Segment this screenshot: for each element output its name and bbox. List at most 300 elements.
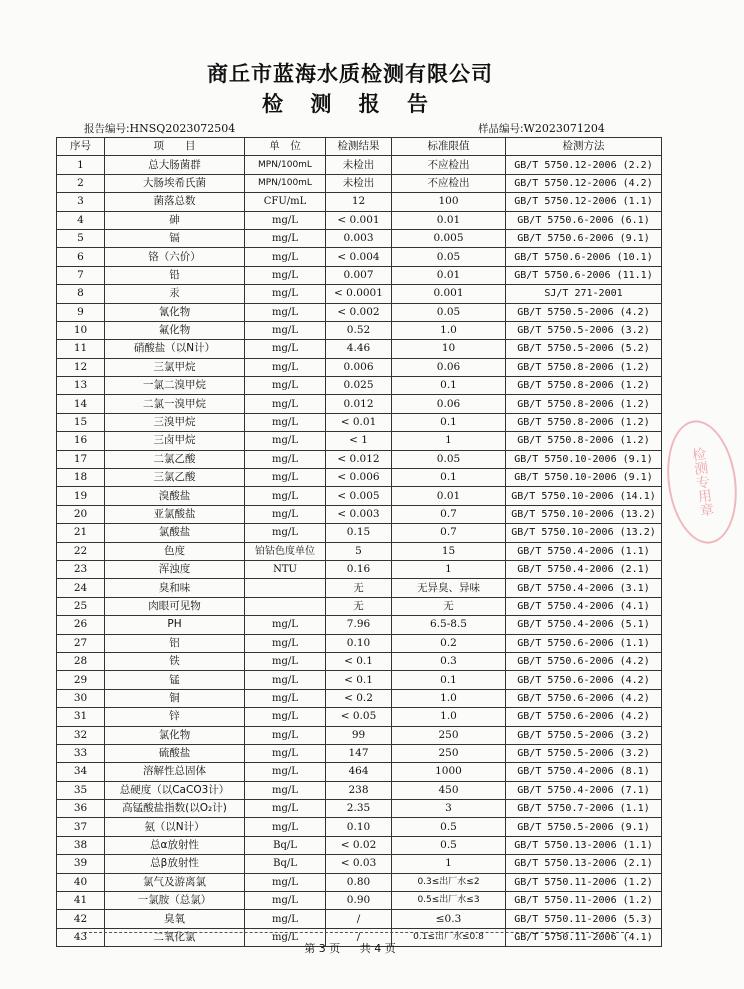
- cell-item: 总大肠菌群: [105, 156, 245, 174]
- cell-method: GB/T 5750.12-2006 (1.1): [506, 193, 662, 211]
- footer-divider: [84, 932, 629, 933]
- cell-unit: mg/L: [245, 266, 326, 284]
- cell-method: GB/T 5750.4-2006 (3.1): [506, 579, 662, 597]
- cell-index: 36: [57, 800, 105, 818]
- table-row: [57, 432, 662, 450]
- cell-item: 浑浊度: [105, 560, 245, 578]
- cell-result: 7.96: [326, 616, 392, 634]
- cell-index: 38: [57, 836, 105, 854]
- cell-item: 铁: [105, 652, 245, 670]
- cell-unit: mg/L: [245, 726, 326, 744]
- table-row: [57, 726, 662, 744]
- table-row: [57, 469, 662, 487]
- cell-result: 无: [326, 579, 392, 597]
- official-seal: [660, 416, 744, 548]
- cell-limit: 0.1: [392, 671, 506, 689]
- cell-limit: 0.01: [392, 266, 506, 284]
- table-row: [57, 248, 662, 266]
- table-body: [57, 156, 662, 947]
- cell-result: 5: [326, 542, 392, 560]
- cell-method: GB/T 5750.6-2006 (10.1): [506, 248, 662, 266]
- table-row: [57, 892, 662, 910]
- org-title: 商丘市蓝海水质检测有限公司: [207, 62, 493, 86]
- cell-method: GB/T 5750.12-2006 (4.2): [506, 174, 662, 192]
- cell-result: < 0.1: [326, 652, 392, 670]
- cell-limit: 0.5: [392, 818, 506, 836]
- cell-result: 0.10: [326, 818, 392, 836]
- cell-method: GB/T 5750.6-2006 (1.1): [506, 634, 662, 652]
- cell-unit: mg/L: [245, 652, 326, 670]
- cell-result: 238: [326, 781, 392, 799]
- cell-index: 33: [57, 744, 105, 762]
- cell-limit: 0.05: [392, 450, 506, 468]
- cell-method: GB/T 5750.4-2006 (4.1): [506, 597, 662, 615]
- cell-unit: [245, 597, 326, 615]
- cell-result: < 0.1: [326, 671, 392, 689]
- cell-method: GB/T 5750.4-2006 (5.1): [506, 616, 662, 634]
- cell-method: GB/T 5750.4-2006 (2.1): [506, 560, 662, 578]
- cell-result: 0.80: [326, 873, 392, 891]
- cell-method: GB/T 5750.7-2006 (1.1): [506, 800, 662, 818]
- cell-index: 12: [57, 358, 105, 376]
- cell-unit: mg/L: [245, 285, 326, 303]
- cell-unit: mg/L: [245, 892, 326, 910]
- cell-result: 2.35: [326, 800, 392, 818]
- cell-unit: mg/L: [245, 229, 326, 247]
- cell-method: GB/T 5750.11-2006 (1.2): [506, 873, 662, 891]
- cell-limit: 0.05: [392, 248, 506, 266]
- cell-unit: Bq/L: [245, 855, 326, 873]
- table-row: [57, 524, 662, 542]
- cell-method: GB/T 5750.10-2006 (14.1): [506, 487, 662, 505]
- cell-item: 三氯甲烷: [105, 358, 245, 376]
- cell-index: 19: [57, 487, 105, 505]
- col-header-limit: 标准限值: [392, 138, 506, 156]
- cell-result: 0.007: [326, 266, 392, 284]
- cell-unit: mg/L: [245, 910, 326, 928]
- cell-limit: 6.5-8.5: [392, 616, 506, 634]
- cell-limit: 0.7: [392, 505, 506, 523]
- cell-item: 氟化物: [105, 321, 245, 339]
- cell-unit: mg/L: [245, 616, 326, 634]
- cell-limit: 0.1≤出厂水≤0.8: [392, 928, 506, 946]
- cell-limit: 0.01: [392, 211, 506, 229]
- cell-unit: mg/L: [245, 248, 326, 266]
- cell-result: < 0.004: [326, 248, 392, 266]
- cell-result: 0.025: [326, 377, 392, 395]
- cell-result: < 0.03: [326, 855, 392, 873]
- cell-limit: 0.06: [392, 358, 506, 376]
- cell-method: GB/T 5750.6-2006 (4.2): [506, 671, 662, 689]
- cell-method: GB/T 5750.8-2006 (1.2): [506, 395, 662, 413]
- cell-result: < 0.005: [326, 487, 392, 505]
- cell-method: GB/T 5750.6-2006 (4.2): [506, 689, 662, 707]
- cell-item: 锌: [105, 708, 245, 726]
- cell-index: 21: [57, 524, 105, 542]
- cell-item: 氯酸盐: [105, 524, 245, 542]
- table-row: [57, 413, 662, 431]
- cell-limit: 1: [392, 560, 506, 578]
- cell-unit: mg/L: [245, 469, 326, 487]
- cell-limit: 10: [392, 340, 506, 358]
- cell-result: 0.52: [326, 321, 392, 339]
- table-row: [57, 763, 662, 781]
- cell-unit: mg/L: [245, 928, 326, 946]
- cell-item: 肉眼可见物: [105, 597, 245, 615]
- table-row: [57, 836, 662, 854]
- cell-item: 三卤甲烷: [105, 432, 245, 450]
- cell-unit: mg/L: [245, 708, 326, 726]
- cell-limit: 0.5: [392, 836, 506, 854]
- cell-method: GB/T 5750.5-2006 (4.2): [506, 303, 662, 321]
- cell-index: 43: [57, 928, 105, 946]
- cell-unit: mg/L: [245, 781, 326, 799]
- cell-result: 4.46: [326, 340, 392, 358]
- cell-result: 99: [326, 726, 392, 744]
- cell-index: 18: [57, 469, 105, 487]
- page-total: 共 4 页: [359, 942, 396, 955]
- table-row: [57, 395, 662, 413]
- cell-index: 26: [57, 616, 105, 634]
- cell-method: GB/T 5750.11-2006 (5.3): [506, 910, 662, 928]
- cell-result: /: [326, 928, 392, 946]
- cell-result: 0.10: [326, 634, 392, 652]
- page-current: 第 3 页: [304, 942, 341, 955]
- cell-result: < 0.01: [326, 413, 392, 431]
- cell-item: 硫酸盐: [105, 744, 245, 762]
- table-row: [57, 800, 662, 818]
- table-row: [57, 579, 662, 597]
- cell-unit: mg/L: [245, 340, 326, 358]
- cell-limit: 0.2: [392, 634, 506, 652]
- report-number-value: HNSQ2023072504: [129, 122, 236, 135]
- cell-unit: mg/L: [245, 763, 326, 781]
- cell-method: GB/T 5750.5-2006 (3.2): [506, 726, 662, 744]
- cell-item: 亚氯酸盐: [105, 505, 245, 523]
- cell-item: 氯化物: [105, 726, 245, 744]
- cell-index: 10: [57, 321, 105, 339]
- cell-item: 一氯胺（总氯）: [105, 892, 245, 910]
- cell-result: 0.006: [326, 358, 392, 376]
- cell-limit: 100: [392, 193, 506, 211]
- cell-result: 12: [326, 193, 392, 211]
- cell-method: GB/T 5750.8-2006 (1.2): [506, 377, 662, 395]
- cell-unit: mg/L: [245, 818, 326, 836]
- cell-limit: 250: [392, 744, 506, 762]
- table-row: [57, 174, 662, 192]
- cell-method: GB/T 5750.13-2006 (1.1): [506, 836, 662, 854]
- cell-unit: CFU/mL: [245, 193, 326, 211]
- cell-limit: 0.5≤出厂水≤3: [392, 892, 506, 910]
- cell-index: 34: [57, 763, 105, 781]
- cell-unit: NTU: [245, 560, 326, 578]
- cell-unit: mg/L: [245, 800, 326, 818]
- cell-unit: mg/L: [245, 377, 326, 395]
- cell-item: 大肠埃希氏菌: [105, 174, 245, 192]
- cell-limit: 0.01: [392, 487, 506, 505]
- cell-item: 溶解性总固体: [105, 763, 245, 781]
- cell-index: 13: [57, 377, 105, 395]
- cell-result: < 1: [326, 432, 392, 450]
- cell-index: 30: [57, 689, 105, 707]
- cell-index: 2: [57, 174, 105, 192]
- cell-index: 42: [57, 910, 105, 928]
- cell-method: GB/T 5750.6-2006 (9.1): [506, 229, 662, 247]
- cell-unit: mg/L: [245, 358, 326, 376]
- cell-index: 32: [57, 726, 105, 744]
- cell-limit: 450: [392, 781, 506, 799]
- table-row: [57, 616, 662, 634]
- table-row: [57, 634, 662, 652]
- table-row: [57, 377, 662, 395]
- cell-unit: 铂钴色度单位: [245, 542, 326, 560]
- cell-unit: mg/L: [245, 211, 326, 229]
- cell-result: 未检出: [326, 156, 392, 174]
- cell-limit: 0.005: [392, 229, 506, 247]
- cell-result: /: [326, 910, 392, 928]
- cell-limit: 无异臭、异味: [392, 579, 506, 597]
- cell-index: 8: [57, 285, 105, 303]
- table-header-row: [57, 138, 662, 156]
- cell-method: GB/T 5750.4-2006 (8.1): [506, 763, 662, 781]
- cell-result: < 0.0001: [326, 285, 392, 303]
- cell-unit: mg/L: [245, 873, 326, 891]
- table-row: [57, 855, 662, 873]
- cell-method: GB/T 5750.11-2006 (1.2): [506, 892, 662, 910]
- table-row: [57, 708, 662, 726]
- report-number: [84, 121, 235, 136]
- cell-item: 铅: [105, 266, 245, 284]
- cell-unit: mg/L: [245, 395, 326, 413]
- cell-limit: 1: [392, 432, 506, 450]
- cell-result: < 0.001: [326, 211, 392, 229]
- cell-limit: 0.3≤出厂水≤2: [392, 873, 506, 891]
- cell-result: 147: [326, 744, 392, 762]
- cell-item: 臭氧: [105, 910, 245, 928]
- table-row: [57, 340, 662, 358]
- cell-item: 总β放射性: [105, 855, 245, 873]
- cell-unit: mg/L: [245, 487, 326, 505]
- doc-title: 检 测 报 告: [262, 92, 438, 116]
- cell-limit: 1.0: [392, 321, 506, 339]
- cell-method: GB/T 5750.5-2006 (9.1): [506, 818, 662, 836]
- table-row: [57, 303, 662, 321]
- table-row: [57, 487, 662, 505]
- cell-unit: Bq/L: [245, 836, 326, 854]
- table-row: [57, 689, 662, 707]
- cell-method: GB/T 5750.10-2006 (13.2): [506, 505, 662, 523]
- cell-unit: mg/L: [245, 303, 326, 321]
- table-row: [57, 560, 662, 578]
- cell-limit: 无: [392, 597, 506, 615]
- cell-index: 11: [57, 340, 105, 358]
- cell-result: 0.16: [326, 560, 392, 578]
- cell-method: GB/T 5750.8-2006 (1.2): [506, 358, 662, 376]
- cell-result: < 0.05: [326, 708, 392, 726]
- cell-item: 二氧化氯: [105, 928, 245, 946]
- cell-index: 40: [57, 873, 105, 891]
- cell-limit: 0.06: [392, 395, 506, 413]
- cell-method: GB/T 5750.13-2006 (2.1): [506, 855, 662, 873]
- table-row: [57, 671, 662, 689]
- cell-item: 溴酸盐: [105, 487, 245, 505]
- cell-item: 二氯乙酸: [105, 450, 245, 468]
- cell-index: 20: [57, 505, 105, 523]
- cell-item: 铝: [105, 634, 245, 652]
- cell-item: 一氯二溴甲烷: [105, 377, 245, 395]
- cell-result: 0.90: [326, 892, 392, 910]
- cell-index: 9: [57, 303, 105, 321]
- cell-limit: 1: [392, 855, 506, 873]
- cell-limit: ≤0.3: [392, 910, 506, 928]
- cell-index: 5: [57, 229, 105, 247]
- cell-item: 氰化物: [105, 303, 245, 321]
- cell-method: GB/T 5750.6-2006 (6.1): [506, 211, 662, 229]
- report-number-label: 报告编号:: [84, 123, 130, 135]
- cell-result: 0.012: [326, 395, 392, 413]
- cell-item: 三氯乙酸: [105, 469, 245, 487]
- table-row: [57, 910, 662, 928]
- cell-result: < 0.02: [326, 836, 392, 854]
- col-header-unit: 单 位: [245, 138, 326, 156]
- table-row: [57, 156, 662, 174]
- cell-index: 23: [57, 560, 105, 578]
- cell-limit: 不应检出: [392, 156, 506, 174]
- table-row: [57, 321, 662, 339]
- table-row: [57, 873, 662, 891]
- cell-limit: 3: [392, 800, 506, 818]
- cell-limit: 0.1: [392, 413, 506, 431]
- cell-item: PH: [105, 616, 245, 634]
- cell-result: 0.003: [326, 229, 392, 247]
- cell-unit: mg/L: [245, 744, 326, 762]
- cell-unit: mg/L: [245, 321, 326, 339]
- cell-method: GB/T 5750.4-2006 (1.1): [506, 542, 662, 560]
- cell-item: 菌落总数: [105, 193, 245, 211]
- cell-method: SJ/T 271-2001: [506, 285, 662, 303]
- cell-index: 16: [57, 432, 105, 450]
- table-row: [57, 652, 662, 670]
- table-row: [57, 229, 662, 247]
- cell-index: 28: [57, 652, 105, 670]
- cell-item: 臭和味: [105, 579, 245, 597]
- cell-result: < 0.012: [326, 450, 392, 468]
- cell-item: 镉: [105, 229, 245, 247]
- cell-item: 三溴甲烷: [105, 413, 245, 431]
- cell-index: 24: [57, 579, 105, 597]
- seal-text: 检测专用章: [689, 446, 715, 518]
- cell-unit: MPN/100mL: [245, 174, 326, 192]
- cell-method: GB/T 5750.5-2006 (3.2): [506, 744, 662, 762]
- cell-index: 4: [57, 211, 105, 229]
- cell-method: GB/T 5750.11-2006 (4.1): [506, 928, 662, 946]
- cell-method: GB/T 5750.5-2006 (5.2): [506, 340, 662, 358]
- cell-unit: mg/L: [245, 413, 326, 431]
- cell-index: 25: [57, 597, 105, 615]
- cell-item: 总硬度（以CaCO3计）: [105, 781, 245, 799]
- cell-limit: 不应检出: [392, 174, 506, 192]
- cell-item: 氨（以N计）: [105, 818, 245, 836]
- cell-limit: 0.7: [392, 524, 506, 542]
- results-table: [56, 137, 662, 947]
- cell-limit: 0.001: [392, 285, 506, 303]
- cell-unit: mg/L: [245, 450, 326, 468]
- cell-index: 1: [57, 156, 105, 174]
- cell-item: 铬（六价）: [105, 248, 245, 266]
- cell-item: 锰: [105, 671, 245, 689]
- cell-limit: 0.05: [392, 303, 506, 321]
- cell-index: 3: [57, 193, 105, 211]
- cell-item: 汞: [105, 285, 245, 303]
- sample-number-label: 样品编号:: [478, 123, 524, 135]
- cell-limit: 0.3: [392, 652, 506, 670]
- cell-method: GB/T 5750.12-2006 (2.2): [506, 156, 662, 174]
- cell-item: 色度: [105, 542, 245, 560]
- cell-unit: mg/L: [245, 634, 326, 652]
- table-row: [57, 818, 662, 836]
- cell-result: 未检出: [326, 174, 392, 192]
- cell-item: 铜: [105, 689, 245, 707]
- table-row: [57, 744, 662, 762]
- cell-item: 二氯一溴甲烷: [105, 395, 245, 413]
- cell-unit: mg/L: [245, 689, 326, 707]
- cell-index: 35: [57, 781, 105, 799]
- page-footer: [0, 940, 700, 956]
- cell-index: 14: [57, 395, 105, 413]
- cell-method: GB/T 5750.10-2006 (13.2): [506, 524, 662, 542]
- cell-index: 6: [57, 248, 105, 266]
- table-row: [57, 193, 662, 211]
- cell-result: 无: [326, 597, 392, 615]
- cell-limit: 0.1: [392, 469, 506, 487]
- cell-index: 7: [57, 266, 105, 284]
- cell-method: GB/T 5750.10-2006 (9.1): [506, 469, 662, 487]
- cell-index: 17: [57, 450, 105, 468]
- cell-method: GB/T 5750.6-2006 (4.2): [506, 652, 662, 670]
- sample-number: [478, 121, 605, 136]
- cell-index: 27: [57, 634, 105, 652]
- cell-limit: 0.1: [392, 377, 506, 395]
- cell-method: GB/T 5750.10-2006 (9.1): [506, 450, 662, 468]
- cell-index: 15: [57, 413, 105, 431]
- cell-limit: 250: [392, 726, 506, 744]
- col-header-item: 项 目: [105, 138, 245, 156]
- cell-result: 0.15: [326, 524, 392, 542]
- cell-method: GB/T 5750.8-2006 (1.2): [506, 432, 662, 450]
- cell-method: GB/T 5750.6-2006 (4.2): [506, 708, 662, 726]
- cell-unit: mg/L: [245, 432, 326, 450]
- cell-result: < 0.003: [326, 505, 392, 523]
- cell-limit: 1.0: [392, 689, 506, 707]
- cell-result: < 0.2: [326, 689, 392, 707]
- cell-index: 29: [57, 671, 105, 689]
- cell-unit: MPN/100mL: [245, 156, 326, 174]
- table-row: [57, 285, 662, 303]
- cell-item: 氯气及游离氯: [105, 873, 245, 891]
- cell-item: 硝酸盐（以N计）: [105, 340, 245, 358]
- cell-result: < 0.006: [326, 469, 392, 487]
- cell-unit: mg/L: [245, 524, 326, 542]
- cell-method: GB/T 5750.5-2006 (3.2): [506, 321, 662, 339]
- cell-unit: mg/L: [245, 505, 326, 523]
- cell-unit: [245, 579, 326, 597]
- table-row: [57, 597, 662, 615]
- col-header-index: 序号: [57, 138, 105, 156]
- cell-index: 31: [57, 708, 105, 726]
- cell-limit: 1.0: [392, 708, 506, 726]
- table-row: [57, 211, 662, 229]
- cell-item: 砷: [105, 211, 245, 229]
